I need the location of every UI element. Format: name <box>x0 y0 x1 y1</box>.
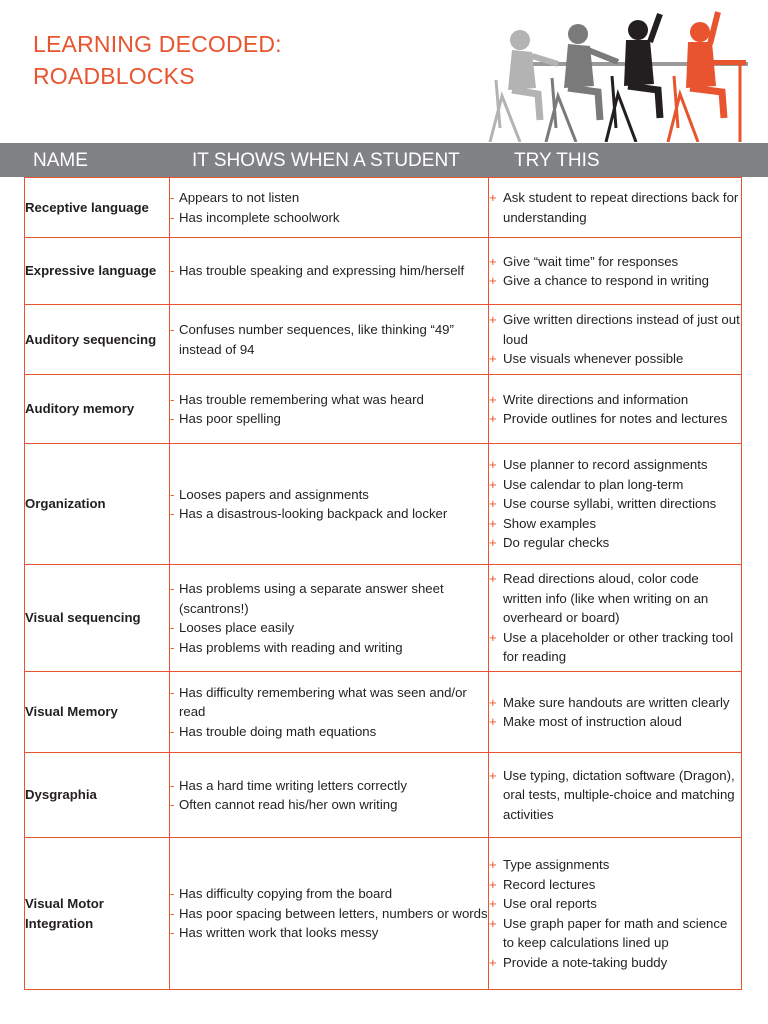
list-item-text: Has a hard time writing letters correctly <box>179 777 407 793</box>
list-item <box>489 271 741 291</box>
list-item-text: Give “wait time” for responses <box>503 253 679 269</box>
list-item <box>170 208 488 228</box>
bullet-marker: - <box>170 905 175 921</box>
list-item-text: Confuses number sequences, like thinking “49” instead of 94 <box>179 322 454 357</box>
list-item-text: Provide a note-taking buddy <box>503 954 668 970</box>
symptom-list <box>170 238 489 305</box>
list-item <box>170 884 488 904</box>
list-item-text: Has poor spacing between letters, numbers or words <box>179 905 488 921</box>
symptom-list <box>170 753 489 838</box>
list-item <box>170 390 488 410</box>
students-at-desks-illustration <box>478 10 753 142</box>
list-item-text: Has trouble speaking and expressing him/herself <box>179 263 465 279</box>
list-item-text: Ask student to repeat directions back for understanding <box>503 190 739 225</box>
symptom-list <box>170 565 489 672</box>
bullet-marker: + <box>489 571 497 587</box>
symptom-list <box>170 375 489 444</box>
list-item <box>489 533 741 553</box>
table-header-bar <box>0 143 768 177</box>
list-item <box>170 504 488 524</box>
bullet-marker: + <box>489 896 497 911</box>
strategy-list <box>489 305 742 375</box>
list-item-text: Has difficulty copying from the board <box>179 886 393 902</box>
list-item <box>170 618 488 638</box>
table-row <box>25 753 742 838</box>
list-item-text: Has a disastrous-looking backpack and locker <box>179 506 448 521</box>
list-item <box>170 188 488 208</box>
roadblock-name: Expressive language <box>25 238 170 305</box>
list-item <box>489 475 741 495</box>
list-item-text: Has difficulty remembering what was seen and/or read <box>179 684 467 720</box>
list-item-text: Use course syllabi, written directions <box>503 496 717 512</box>
list-item-text: Has problems with reading and writing <box>179 639 403 655</box>
roadblock-name: Auditory sequencing <box>25 305 170 375</box>
bullet-marker: - <box>170 322 175 337</box>
list-item-text: Use a placeholder or other tracking tool for reading <box>503 629 734 665</box>
strategy-list <box>489 444 742 565</box>
table-row <box>25 238 742 305</box>
list-item <box>170 261 488 281</box>
table-row <box>25 672 742 753</box>
strategy-list <box>489 375 742 444</box>
list-item <box>489 569 741 628</box>
strategy-list <box>489 753 742 838</box>
bullet-marker: - <box>170 411 175 426</box>
bullet-marker: - <box>170 797 175 812</box>
title-line-1: LEARNING DECODED: <box>33 31 282 57</box>
roadblocks-table <box>24 177 742 990</box>
bullet-marker: - <box>170 506 175 521</box>
bullet-marker: + <box>489 876 497 892</box>
list-item <box>170 638 488 658</box>
bullet-marker: + <box>489 694 497 710</box>
roadblock-name: Visual sequencing <box>25 565 170 672</box>
roadblock-name: Auditory memory <box>25 375 170 444</box>
bullet-marker: + <box>489 351 497 367</box>
table-row <box>25 565 742 672</box>
bullet-marker: + <box>489 273 497 288</box>
bullet-marker: - <box>170 391 175 407</box>
list-item-text: Read directions aloud, color code written info (like when writing on an overheard or board) <box>503 571 709 626</box>
list-item-text: Write directions and information <box>503 391 689 407</box>
strategy-list <box>489 565 742 672</box>
strategy-list <box>489 178 742 238</box>
list-item-text: Record lectures <box>503 876 596 892</box>
strategy-list <box>489 672 742 753</box>
bullet-marker: - <box>170 486 175 502</box>
list-item <box>489 914 741 953</box>
list-item-text: Use typing, dictation software (Dragon), oral tests, multiple-choice and matching activities <box>503 767 735 822</box>
bullet-marker: - <box>170 777 175 793</box>
bullet-marker: + <box>489 190 497 205</box>
list-item-text: Provide outlines for notes and lectures <box>503 411 728 426</box>
list-item-text: Use visuals whenever possible <box>503 351 684 367</box>
list-item-text: Use oral reports <box>503 896 597 911</box>
list-item <box>170 683 488 722</box>
roadblock-name: Dysgraphia <box>25 753 170 838</box>
bullet-marker: - <box>170 581 175 596</box>
bullet-marker: - <box>170 620 175 635</box>
list-item-text: Has problems using a separate answer sheet (scantrons!) <box>179 581 444 616</box>
list-item-text: Has incomplete schoolwork <box>179 209 340 225</box>
list-item-text: Give written directions instead of just out loud <box>503 312 740 347</box>
page-title <box>33 28 282 92</box>
list-item <box>170 320 488 359</box>
symptom-list <box>170 444 489 565</box>
list-item <box>489 349 741 369</box>
list-item-text: Has trouble doing math equations <box>179 723 377 739</box>
bullet-marker: + <box>489 954 497 970</box>
symptom-list <box>170 838 489 990</box>
title-line-2: ROADBLOCKS <box>33 63 195 89</box>
list-item <box>489 188 741 227</box>
list-item-text: Give a chance to respond in writing <box>503 273 709 288</box>
list-item <box>170 923 488 943</box>
bullet-marker: - <box>170 639 175 655</box>
bullet-marker: + <box>489 496 497 512</box>
list-item <box>170 579 488 618</box>
list-item <box>489 766 741 825</box>
list-item <box>170 722 488 742</box>
symptom-list <box>170 305 489 375</box>
bullet-marker: - <box>170 886 175 902</box>
list-item-text: Looses papers and assignments <box>179 486 369 502</box>
bullet-marker: + <box>489 515 497 531</box>
list-item-text: Do regular checks <box>503 535 610 551</box>
list-item <box>489 875 741 895</box>
column-header-name: NAME <box>33 150 88 171</box>
list-item-text: Use graph paper for math and science to keep calculations lined up <box>503 915 728 950</box>
bullet-marker: - <box>170 190 175 205</box>
list-item <box>489 953 741 973</box>
bullet-marker: + <box>489 915 497 931</box>
list-item-text: Has trouble remembering what was heard <box>179 391 424 407</box>
list-item <box>489 894 741 914</box>
bullet-marker: + <box>489 535 497 551</box>
list-item <box>489 855 741 875</box>
list-item <box>489 628 741 667</box>
bullet-marker: - <box>170 723 175 739</box>
list-item <box>489 693 741 713</box>
bullet-marker: + <box>489 253 497 269</box>
roadblock-name: Visual Memory <box>25 672 170 753</box>
bullet-marker: + <box>489 767 497 783</box>
bullet-marker: - <box>170 263 175 279</box>
list-item <box>489 252 741 272</box>
list-item-text: Has poor spelling <box>179 411 281 426</box>
list-item-text: Appears to not listen <box>179 190 300 205</box>
list-item-text: Use calendar to plan long-term <box>503 476 684 492</box>
list-item-text: Type assignments <box>503 857 610 872</box>
bullet-marker: + <box>489 476 497 492</box>
list-item-text: Make sure handouts are written clearly <box>503 694 730 710</box>
list-item <box>170 485 488 505</box>
table-row <box>25 178 742 238</box>
strategy-list <box>489 238 742 305</box>
list-item <box>489 455 741 475</box>
list-item <box>489 712 741 732</box>
bullet-marker: + <box>489 457 497 473</box>
bullet-marker: - <box>170 925 175 941</box>
bullet-marker: + <box>489 714 497 729</box>
column-header-try: TRY THIS <box>514 150 600 171</box>
symptom-list <box>170 672 489 753</box>
bullet-marker: + <box>489 629 497 645</box>
roadblock-name: Receptive language <box>25 178 170 238</box>
list-item <box>170 776 488 796</box>
bullet-marker: - <box>170 684 175 700</box>
strategy-list <box>489 838 742 990</box>
list-item-text: Often cannot read his/her own writing <box>179 797 398 812</box>
symptom-list <box>170 178 489 238</box>
table-row <box>25 444 742 565</box>
list-item <box>489 514 741 534</box>
list-item <box>489 390 741 410</box>
list-item <box>170 795 488 815</box>
table-row <box>25 375 742 444</box>
list-item <box>489 494 741 514</box>
list-item <box>170 904 488 924</box>
list-item-text: Looses place easily <box>179 620 295 635</box>
table-row <box>25 305 742 375</box>
bullet-marker: - <box>170 209 175 225</box>
roadblock-name: Visual Motor Integration <box>25 838 170 990</box>
list-item-text: Show examples <box>503 515 597 531</box>
list-item <box>170 409 488 429</box>
bullet-marker: + <box>489 411 497 426</box>
column-header-shows: IT SHOWS WHEN A STUDENT <box>192 150 460 171</box>
bullet-marker: + <box>489 391 497 407</box>
list-item-text: Make most of instruction aloud <box>503 714 682 729</box>
bullet-marker: + <box>489 857 497 872</box>
list-item-text: Use planner to record assignments <box>503 457 708 473</box>
bullet-marker: + <box>489 312 497 328</box>
roadblock-name: Organization <box>25 444 170 565</box>
list-item-text: Has written work that looks messy <box>179 925 379 941</box>
list-item <box>489 310 741 349</box>
table-row <box>25 838 742 990</box>
list-item <box>489 409 741 429</box>
